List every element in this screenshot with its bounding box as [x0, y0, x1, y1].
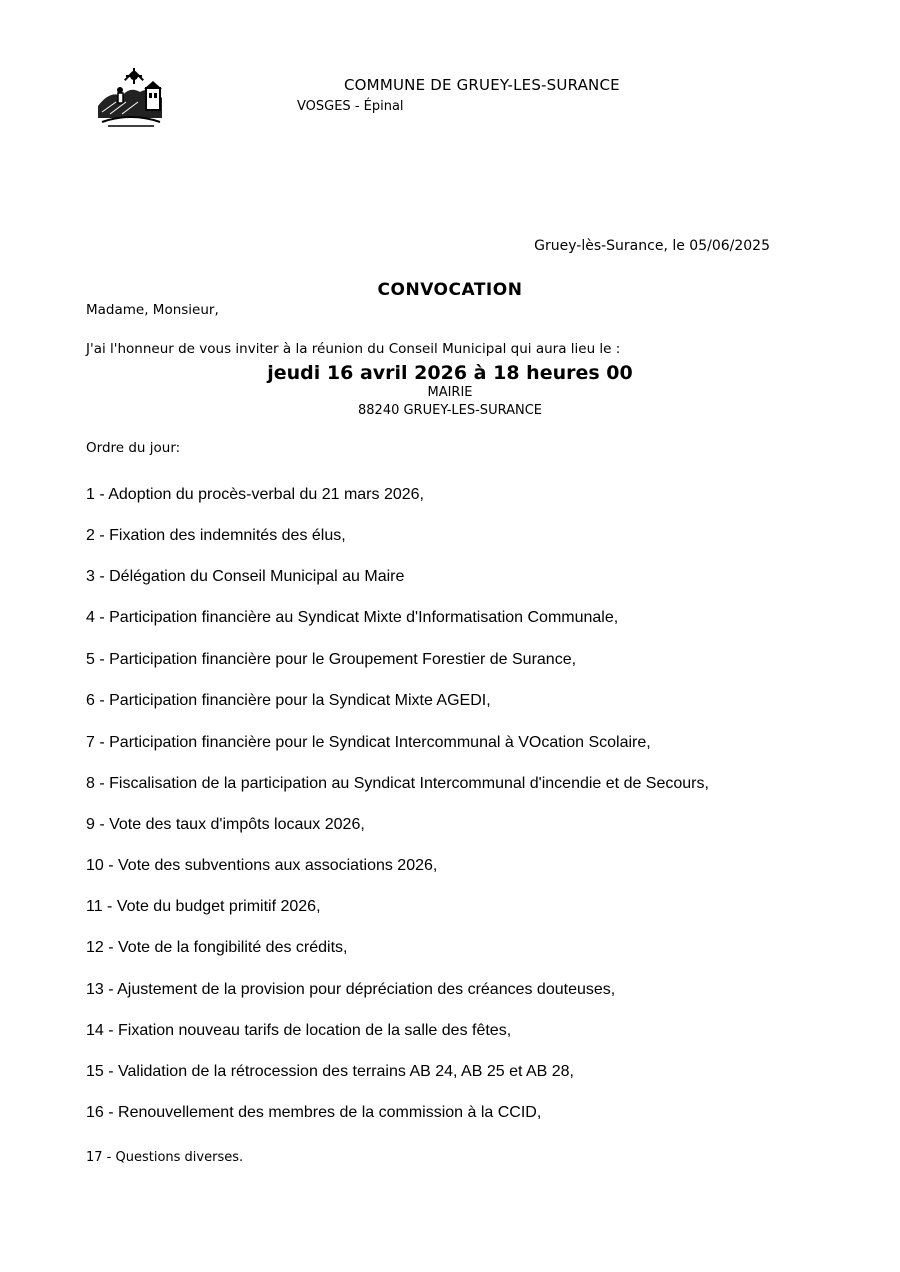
invitation-text: J'ai l'honneur de vous inviter à la réunion du Conseil Municipal qui aura lieu le :	[86, 341, 621, 357]
meeting-datetime: jeudi 16 avril 2026 à 18 heures 00	[267, 362, 633, 384]
commune-emblem-icon	[96, 68, 166, 130]
agenda-item: 4 - Participation financière au Syndicat Mixte d'Informatisation Communale,	[86, 609, 619, 626]
place-and-date: Gruey-lès-Surance, le 05/06/2025	[534, 238, 770, 254]
agenda-item: 5 - Participation financière pour le Groupement Forestier de Surance,	[86, 651, 577, 668]
agenda-item: 1 - Adoption du procès-verbal du 21 mars 2026,	[86, 486, 424, 503]
agenda-item: 9 - Vote des taux d'impôts locaux 2026,	[86, 816, 365, 833]
agenda-item: 7 - Participation financière pour le Syndicat Intercommunal à VOcation Scolaire,	[86, 734, 651, 751]
agenda-item: 10 - Vote des subventions aux associations 2026,	[86, 857, 438, 874]
agenda-item: 12 - Vote de la fongibilité des crédits,	[86, 939, 348, 956]
agenda-item: 6 - Participation financière pour la Syndicat Mixte AGEDI,	[86, 692, 491, 709]
document-title: CONVOCATION	[377, 280, 523, 300]
agenda-item: 16 - Renouvellement des membres de la commission à la CCID,	[86, 1104, 542, 1121]
agenda-item: 13 - Ajustement de la provision pour dépréciation des créances douteuses,	[86, 981, 616, 998]
meeting-location-address: 88240 GRUEY-LES-SURANCE	[358, 403, 542, 418]
agenda-item: 14 - Fixation nouveau tarifs de location de la salle des fêtes,	[86, 1022, 512, 1039]
meeting-location-name: MAIRIE	[427, 385, 473, 400]
agenda-item: 15 - Validation de la rétrocession des terrains AB 24, AB 25 et AB 28,	[86, 1063, 574, 1080]
agenda-item: 3 - Délégation du Conseil Municipal au Maire	[86, 568, 405, 585]
commune-name: COMMUNE DE GRUEY-LES-SURANCE	[344, 76, 620, 94]
department-location: VOSGES - Épinal	[297, 99, 404, 114]
salutation: Madame, Monsieur,	[86, 302, 219, 318]
agenda-item: 17 - Questions diverses.	[86, 1150, 244, 1165]
agenda-heading: Ordre du jour:	[86, 440, 181, 456]
agenda-item: 11 - Vote du budget primitif 2026,	[86, 898, 321, 915]
agenda-item: 2 - Fixation des indemnités des élus,	[86, 527, 346, 544]
agenda-item: 8 - Fiscalisation de la participation au Syndicat Intercommunal d'incendie et de Secours,	[86, 775, 709, 792]
